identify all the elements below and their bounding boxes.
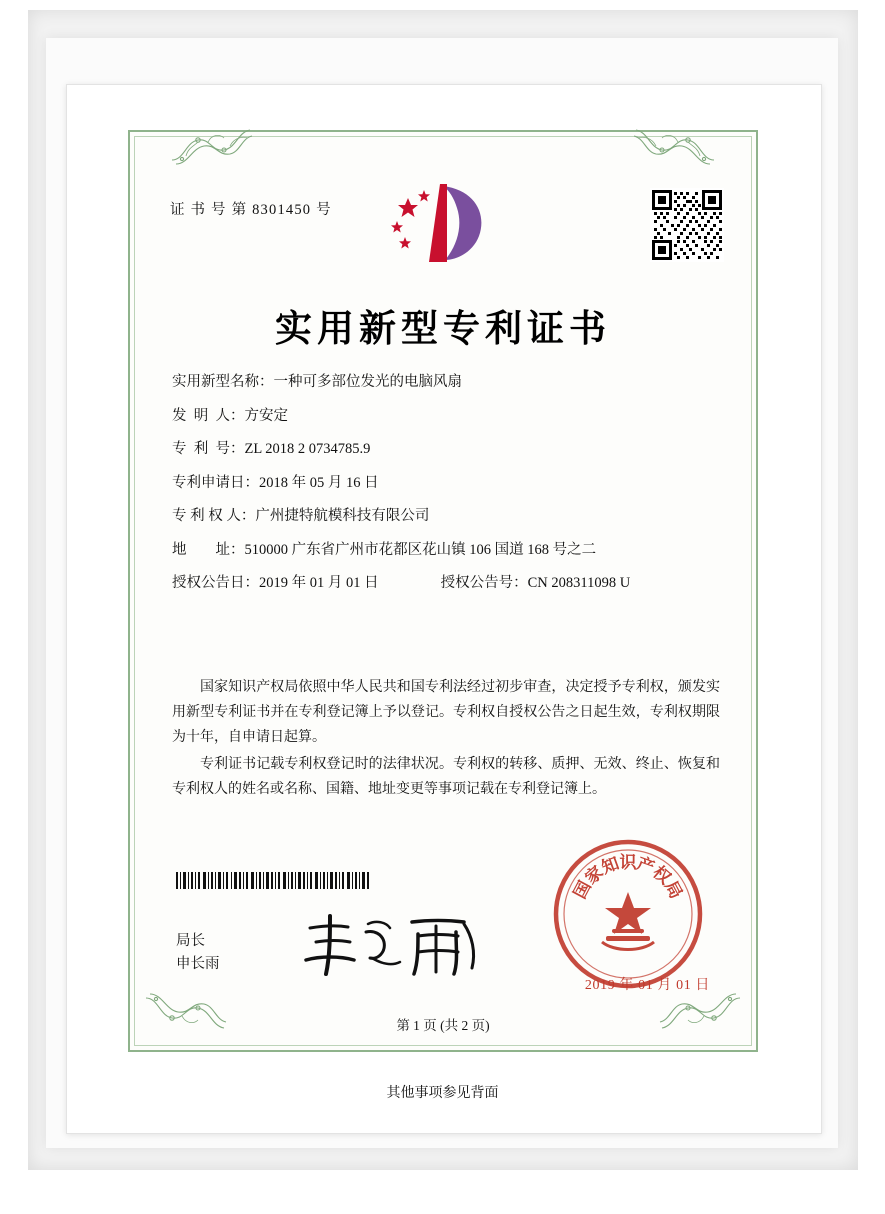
grant-date-label: 授权公告日： [172,575,259,591]
official-seal-icon [552,838,704,990]
field-row-grant-announcement [172,573,718,593]
svg-text:权: 权 [648,862,675,889]
svg-text:局: 局 [660,877,686,903]
field-row-patent-number [172,439,718,459]
grant-number-value: CN 208311098 U [527,575,631,591]
field-row-application-date [172,473,718,493]
field-list [172,372,718,607]
field-row-address [172,540,718,560]
field-label: 专 利 号： [172,441,245,457]
barcode-icon [176,872,372,889]
legal-text [172,675,720,804]
svg-text:家: 家 [581,862,608,889]
grant-date-value: 2019 年 01 月 01 日 [259,575,379,591]
signature-block [176,930,220,976]
field-value: ZL 2018 2 0734785.9 [244,441,371,457]
field-row-patentee [172,506,718,526]
back-side-note: 其他事项参见背面 [386,1086,499,1101]
field-value: 广州捷特航模科技有限公司 [255,508,430,524]
field-label: 发 明 人： [172,407,245,424]
field-row-inventor [172,406,718,426]
field-label: 地 址： [172,541,245,558]
director-name: 申长雨 [176,956,220,972]
field-label: 专利申请日： [172,474,259,491]
director-title: 局长 [176,933,205,949]
svg-text:知: 知 [599,853,622,879]
cnipa-logo-icon [383,180,503,266]
field-value: 2018 年 05 月 16 日 [259,474,379,491]
page-title: 实用新型专利证书 [275,306,611,350]
grant-number-label: 授权公告号： [440,575,528,591]
svg-text:产: 产 [634,853,657,879]
field-value: 510000 广东省广州市花都区花山镇 106 国道 168 号之二 [244,541,597,558]
field-row-utility-model-name [172,372,718,392]
handwritten-signature-icon [296,912,486,982]
seal-date: 2019 年 01 月 01 日 [584,978,710,993]
field-value: 方安定 [244,407,288,424]
certificate-number: 证 书 号 第 8301450 号 [170,202,332,218]
svg-text:国: 国 [570,877,596,903]
page-number-footer: 第 1 页 (共 2 页) [396,1018,490,1033]
qr-code-icon [650,188,724,262]
svg-text:识: 识 [619,853,637,873]
patent-certificate [128,130,758,1052]
field-label: 专 利 权 人： [172,508,256,524]
field-value: 一种可多部位发光的电脑风扇 [273,374,462,390]
paragraph-2: 专利证书记载专利权登记时的法律状况。专利权的转移、质押、无效、终止、恢复和专利权人的姓名或名称、国籍、地址变更等事项记载在专利登记簿上。 [172,757,720,797]
paragraph-1: 国家知识产权局依照中华人民共和国专利法经过初步审查，决定授予专利权，颁发实用新型专利证书并在专利登记簿上予以登记。专利权自授权公告之日起生效，专利权期限为十年，自申请日起算。 [172,680,720,745]
field-label: 实用新型名称： [172,374,274,390]
